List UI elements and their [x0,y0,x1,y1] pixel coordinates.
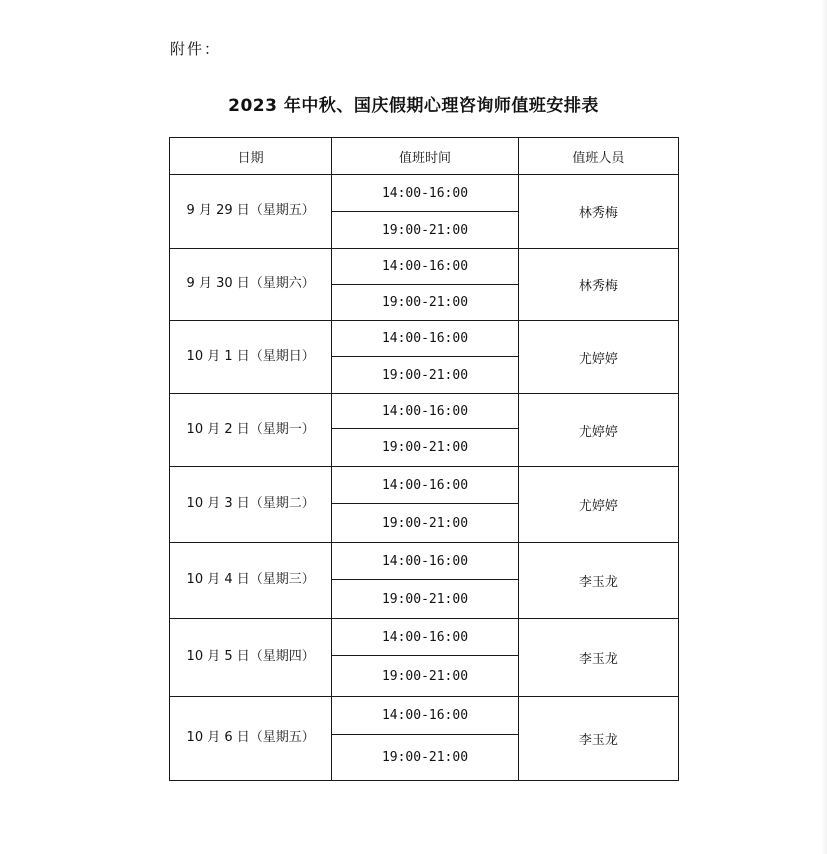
time-slot-evening: 19:00-21:00 [332,212,518,249]
page-edge-shadow [821,0,827,854]
time-slot-afternoon: 14:00-16:00 [332,394,518,429]
time-slot-afternoon: 14:00-16:00 [332,249,518,285]
date-text: 10 月 4 日（星期三） [186,572,315,587]
date-cell [170,619,332,697]
header-time: 值班时间 [332,138,518,175]
time-slot-afternoon: 14:00-16:00 [332,619,518,656]
time-slot-evening: 19:00-21:00 [332,735,518,781]
date-text: 10 月 1 日（星期日） [186,348,315,364]
date-cell [170,697,332,781]
table-header-row [170,138,679,175]
table-row [170,619,679,656]
header-date: 日期 [170,138,332,175]
table-row [170,394,679,429]
staff-cell: 林秀梅 [518,175,678,249]
staff-cell: 尤婷婷 [518,321,678,394]
time-slot-evening: 19:00-21:00 [332,285,518,321]
table-row [170,467,679,504]
date-text: 10 月 6 日（星期五） [186,730,315,745]
staff-cell: 李玉龙 [518,697,678,781]
time-slot-evening: 19:00-21:00 [332,504,518,543]
table-row [170,249,679,285]
table-row [170,543,679,580]
staff-cell: 尤婷婷 [518,467,678,543]
time-slot-evening: 19:00-21:00 [332,580,518,619]
date-text: 9 月 29 日（星期五） [186,203,315,218]
date-text: 9 月 30 日（星期六） [186,276,315,291]
duty-schedule-table [169,137,679,781]
date-cell [170,543,332,619]
date-text: 10 月 5 日（星期四） [186,649,315,664]
attachment-label: 附件： [170,40,222,58]
staff-cell: 林秀梅 [518,249,678,321]
page-title: 2023 年中秋、国庆假期心理咨询师值班安排表 [228,96,599,116]
time-slot-afternoon: 14:00-16:00 [332,543,518,580]
header-staff: 值班人员 [518,138,678,175]
staff-cell: 李玉龙 [518,619,678,697]
date-cell [170,394,332,467]
date-cell [170,175,332,249]
date-cell [170,249,332,321]
staff-cell: 尤婷婷 [518,394,678,467]
table-row [170,175,679,212]
table-row [170,697,679,735]
time-slot-evening: 19:00-21:00 [332,429,518,467]
date-text: 10 月 2 日（星期一） [186,421,315,437]
time-slot-afternoon: 14:00-16:00 [332,321,518,357]
time-slot-afternoon: 14:00-16:00 [332,467,518,504]
time-slot-afternoon: 14:00-16:00 [332,175,518,212]
staff-cell: 李玉龙 [518,543,678,619]
date-cell [170,467,332,543]
time-slot-evening: 19:00-21:00 [332,656,518,697]
date-text: 10 月 3 日（星期二） [186,496,315,511]
time-slot-evening: 19:00-21:00 [332,357,518,394]
table-row [170,321,679,357]
time-slot-afternoon: 14:00-16:00 [332,697,518,735]
date-cell [170,321,332,394]
